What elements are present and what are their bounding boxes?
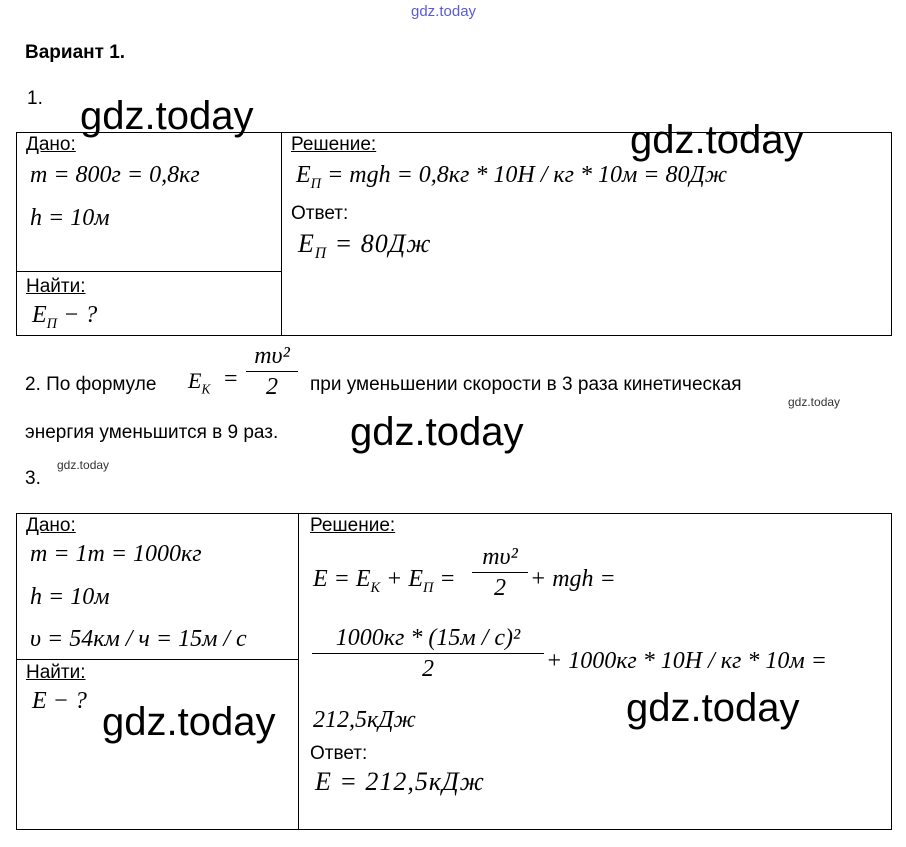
task3-solution-line3: 212,5кДж xyxy=(313,707,416,733)
task3-find-label: Найти: xyxy=(26,662,86,683)
task2-formula-lhs: $E_K$ xyxy=(188,368,211,397)
task1-answer-label: Ответ: xyxy=(291,203,349,224)
task1-given-height: h = 10м xyxy=(30,205,110,231)
task1-solution-formula: $E_П$ = mgh = 0,8кг * 10H / кг * 10м = 80Дж xyxy=(296,162,728,192)
task3-answer-label: Ответ: xyxy=(310,743,368,764)
task3-answer-value: E = 212,5кДж xyxy=(315,767,485,796)
watermark-2: gdz.today xyxy=(630,118,804,162)
task2-suffix: при уменьшении скорости в 3 раза кинетическая xyxy=(310,374,742,395)
task3-solution-line1-fraction xyxy=(472,545,528,600)
task1-solution-label: Решение: xyxy=(291,134,377,155)
watermark-4: gdz.today xyxy=(102,700,276,744)
task3-find-expr: E − ? xyxy=(32,688,87,714)
watermark-5: gdz.today xyxy=(626,686,800,730)
task3-divider-horizontal xyxy=(16,659,299,660)
task3-solution-line1-lhs: $E = E_K + E_П$ = xyxy=(313,566,456,596)
task3-solution-label: Решение: xyxy=(310,515,396,536)
task3-given-height: h = 10м xyxy=(30,584,110,610)
task3-solution-line1-tail: + mgh = xyxy=(530,566,616,592)
task3-line2-denominator: 2 xyxy=(422,656,434,682)
task2-line2: энергия уменьшится в 9 раз. xyxy=(25,422,279,443)
task1-divider-horizontal xyxy=(16,271,282,272)
watermark-small-2: gdz.today xyxy=(57,458,110,472)
page-title: Вариант 1. xyxy=(25,42,126,63)
task3-solution-line2-fraction xyxy=(312,626,544,681)
task1-given-mass: m = 800г = 0,8кг xyxy=(30,162,200,188)
watermark-small-1: gdz.today xyxy=(788,395,841,409)
task2-formula-fraction xyxy=(246,344,298,399)
watermark-top: gdz.today xyxy=(411,3,477,20)
task3-line2-numerator: 1000кг * (15м / с)² xyxy=(335,625,521,651)
task1-find-label: Найти: xyxy=(26,276,86,297)
task1-answer-value: $E_П = 80Дж$ xyxy=(298,229,432,263)
watermark-1: gdz.today xyxy=(80,94,254,138)
task3-given-label: Дано: xyxy=(26,515,76,536)
task3-given-velocity: υ = 54км / ч = 15м / с xyxy=(30,626,247,652)
task2-formula-eq: = xyxy=(224,366,238,392)
task1-number: 1. xyxy=(27,88,43,109)
watermark-3: gdz.today xyxy=(350,410,524,454)
task3-line1-numerator: mυ² xyxy=(482,544,518,570)
task3-divider-vertical xyxy=(298,513,299,830)
task3-line1-fraction-bar xyxy=(472,572,528,573)
task2-fraction-numerator: mυ² xyxy=(254,343,290,369)
task1-find-expr: $E_П$ − ? xyxy=(32,302,98,332)
task1-divider-vertical xyxy=(281,132,282,336)
task2-prefix: 2. По формуле xyxy=(25,374,157,395)
task3-line2-fraction-bar xyxy=(312,653,544,654)
task3-given-mass: m = 1т = 1000кг xyxy=(30,541,202,567)
task3-line1-denominator: 2 xyxy=(494,575,506,601)
task2-fraction-bar xyxy=(246,371,298,372)
task3-number: 3. xyxy=(25,468,41,489)
task1-given-label: Дано: xyxy=(26,134,76,155)
task3-solution-line2-tail: + 1000кг * 10H / кг * 10м = xyxy=(546,648,827,674)
task2-fraction-denominator: 2 xyxy=(266,374,278,400)
